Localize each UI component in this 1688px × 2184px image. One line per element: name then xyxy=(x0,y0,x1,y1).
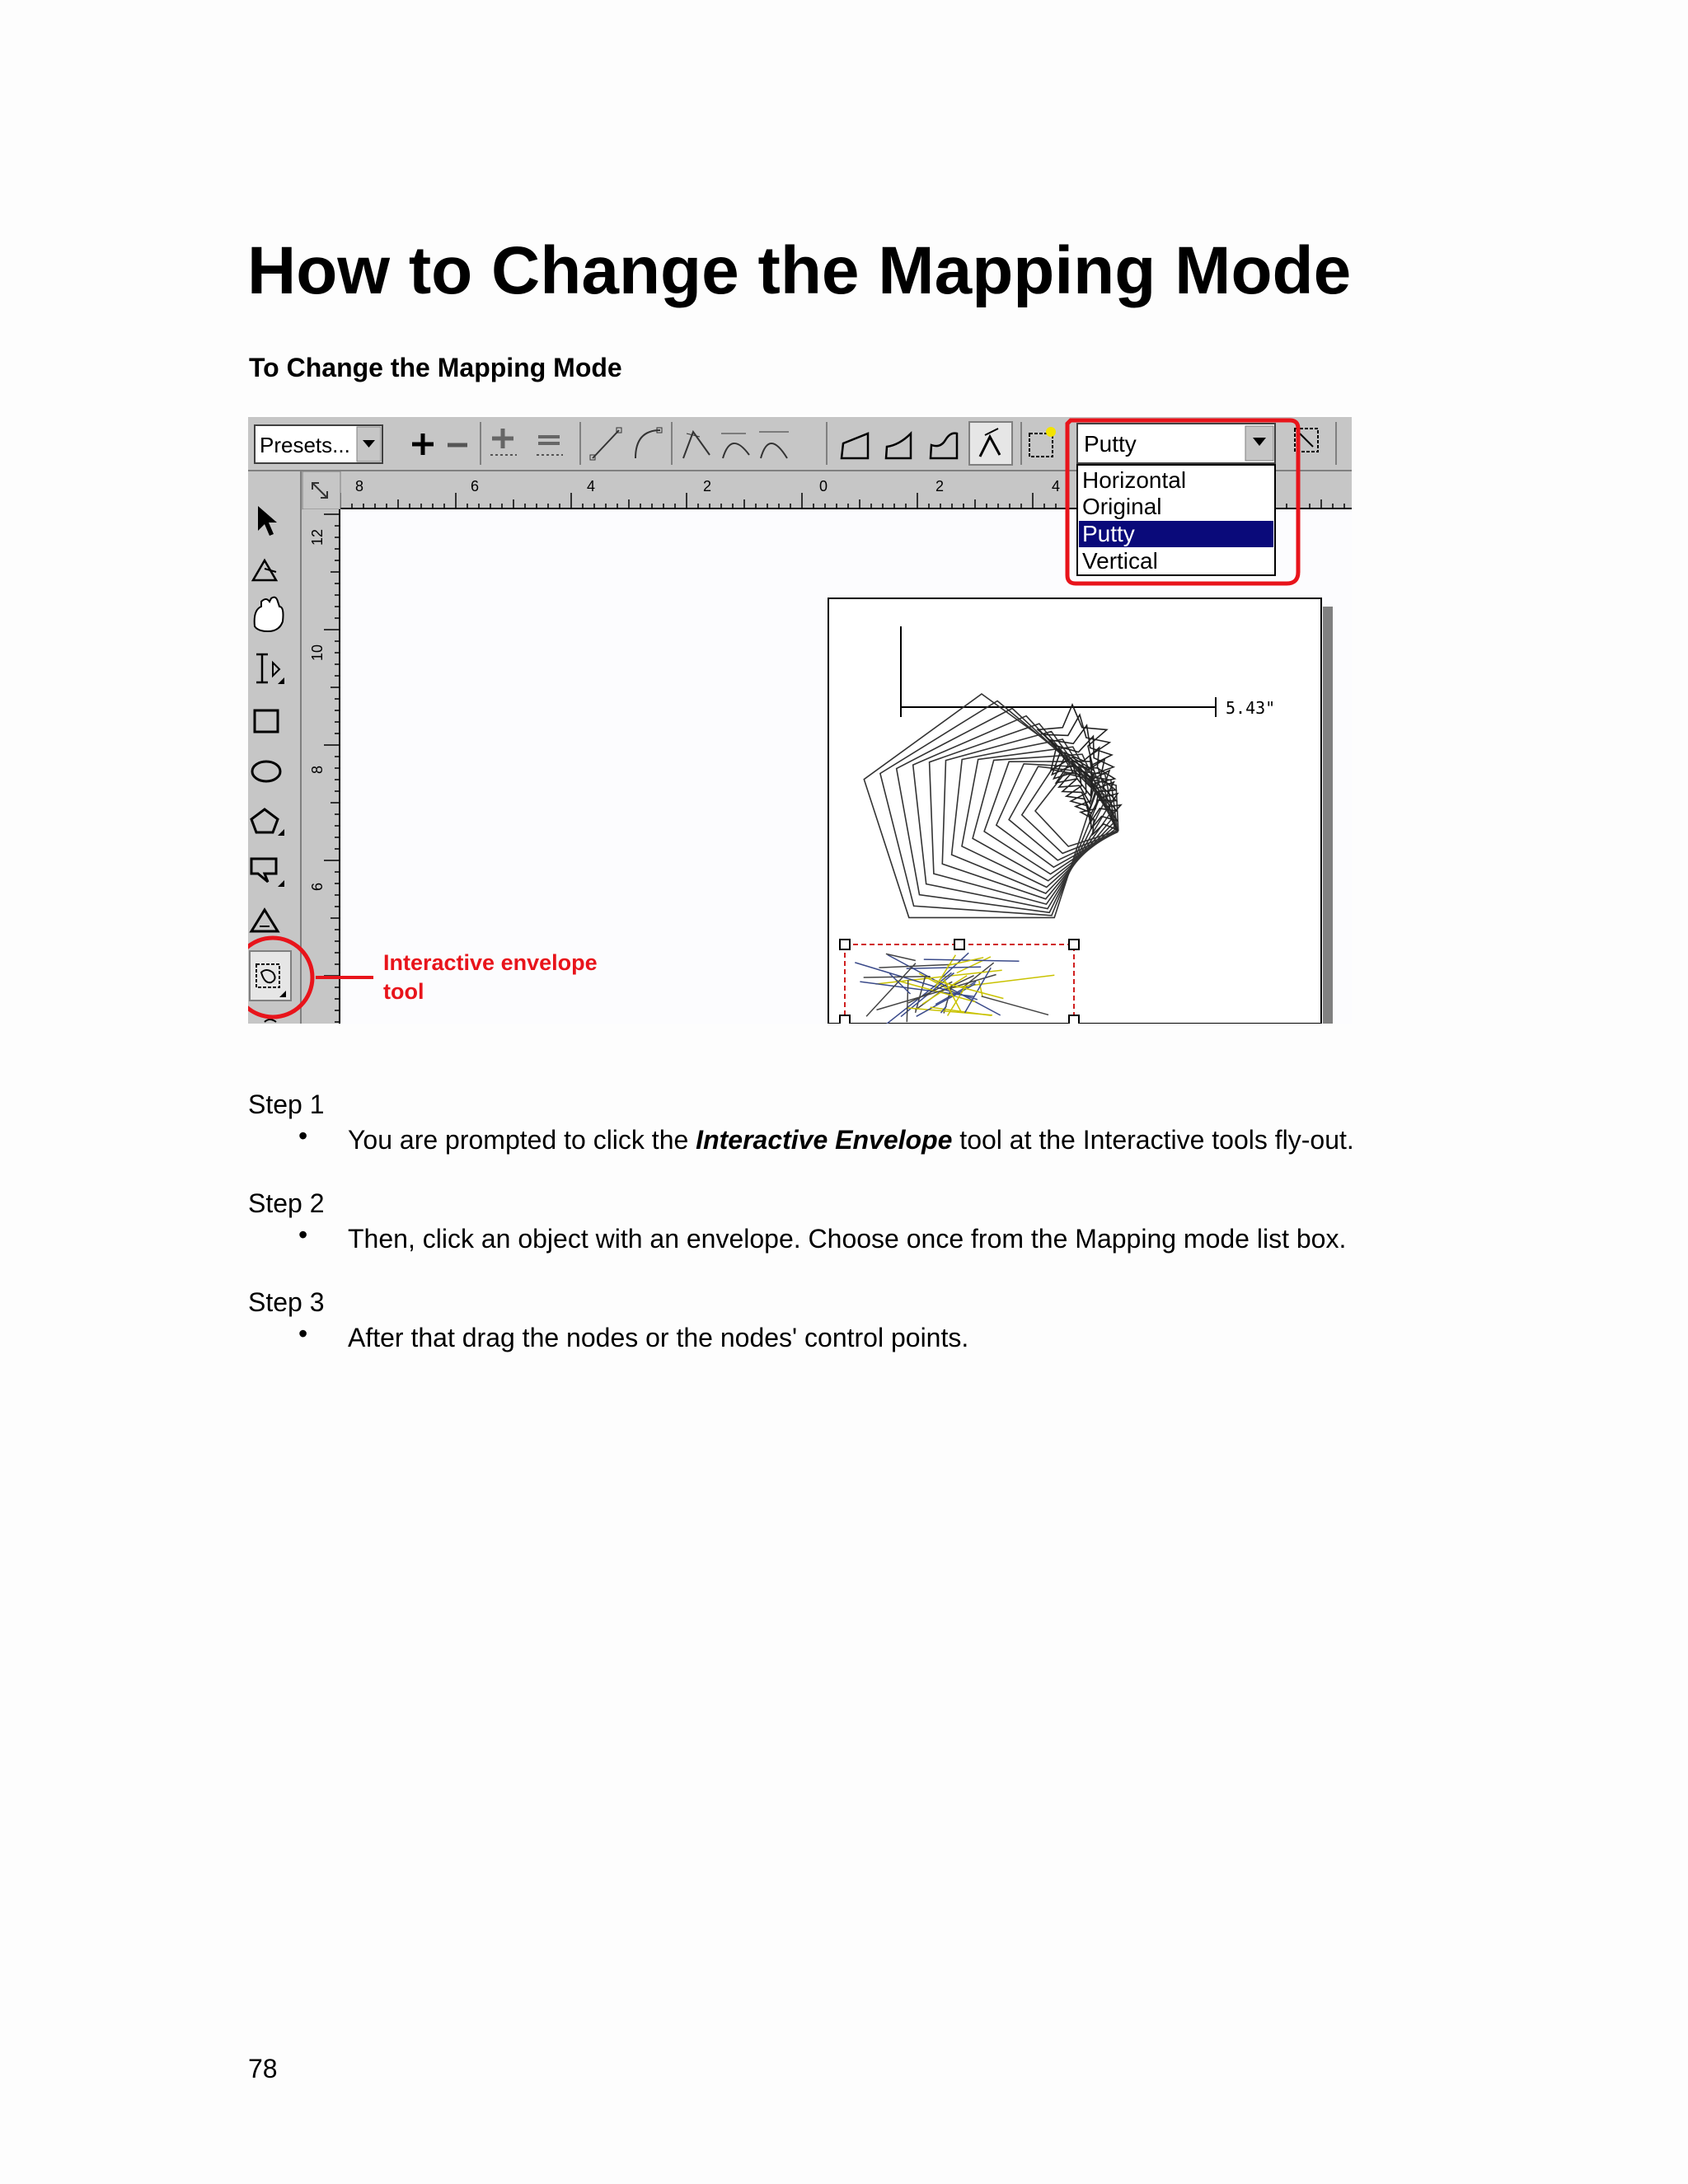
unconstrained-envelope-icon[interactable] xyxy=(969,422,1012,465)
emphasis-tool-name: Interactive Envelope xyxy=(696,1125,953,1155)
ruler-label: 4 xyxy=(1051,478,1061,494)
bullet: • xyxy=(298,1121,308,1151)
envelope-node[interactable] xyxy=(1069,1015,1079,1024)
svg-text:Horizontal: Horizontal xyxy=(1082,467,1187,493)
ruler-label: 8 xyxy=(354,478,364,494)
ruler-label: 0 xyxy=(818,478,828,494)
ruler-label: 6 xyxy=(470,478,480,494)
envelope-node[interactable] xyxy=(954,940,964,949)
ruler-label: 8 xyxy=(309,765,326,775)
presets-label: Presets... xyxy=(260,433,350,457)
envelope-node[interactable] xyxy=(1069,940,1079,949)
mapping-mode-list xyxy=(1077,465,1275,575)
ruler-label: 10 xyxy=(309,644,326,662)
ruler-label: 2 xyxy=(935,478,945,494)
bullet: • xyxy=(298,1319,308,1348)
step-text: After that drag the nodes or the nodes' control points. xyxy=(348,1323,969,1352)
ruler-label: 2 xyxy=(702,478,712,494)
svg-text:Vertical: Vertical xyxy=(1082,548,1158,574)
bullet: • xyxy=(298,1220,308,1249)
step-label: Step 2 xyxy=(248,1188,325,1218)
ruler-label: 4 xyxy=(586,478,596,494)
interactive-envelope-tool-icon[interactable] xyxy=(250,951,291,1001)
callout-label: tool xyxy=(383,979,424,1004)
envelope-node[interactable] xyxy=(840,940,850,949)
step-text: You are prompted to click the Interactive Envelope tool at the Interactive tools fly-out. xyxy=(348,1125,1354,1155)
ruler-origin[interactable] xyxy=(302,471,340,509)
svg-text:Putty: Putty xyxy=(1082,521,1135,546)
callout-label: Interactive envelope xyxy=(383,950,598,975)
page-number: 78 xyxy=(248,2054,278,2083)
ruler-label: 12 xyxy=(309,528,326,546)
step-text: Then, click an object with an envelope. Choose once from the Mapping mode list box. xyxy=(348,1224,1347,1254)
svg-text:Original: Original xyxy=(1082,494,1162,519)
step-label: Step 1 xyxy=(248,1090,325,1119)
mapping-mode-value: Putty xyxy=(1084,431,1137,457)
dimension-label: 5.43" xyxy=(1226,698,1276,718)
ruler-label: 6 xyxy=(309,882,326,892)
vertical-ruler xyxy=(302,509,340,1024)
mapping-mode-dropdown[interactable] xyxy=(1077,424,1275,463)
envelope-node[interactable] xyxy=(840,1015,850,1024)
presets-dropdown[interactable] xyxy=(255,425,382,463)
screenshot-figure xyxy=(248,415,1352,1024)
mapping-option-original[interactable] xyxy=(1082,494,1161,519)
section-subheading: To Change the Mapping Mode xyxy=(249,353,622,382)
mapping-option-horizontal[interactable] xyxy=(1082,467,1186,493)
page-title: How to Change the Mapping Mode xyxy=(247,233,1352,308)
step-label: Step 3 xyxy=(248,1287,325,1317)
mapping-option-vertical[interactable] xyxy=(1082,548,1158,574)
mapping-option-putty[interactable] xyxy=(1079,521,1273,547)
